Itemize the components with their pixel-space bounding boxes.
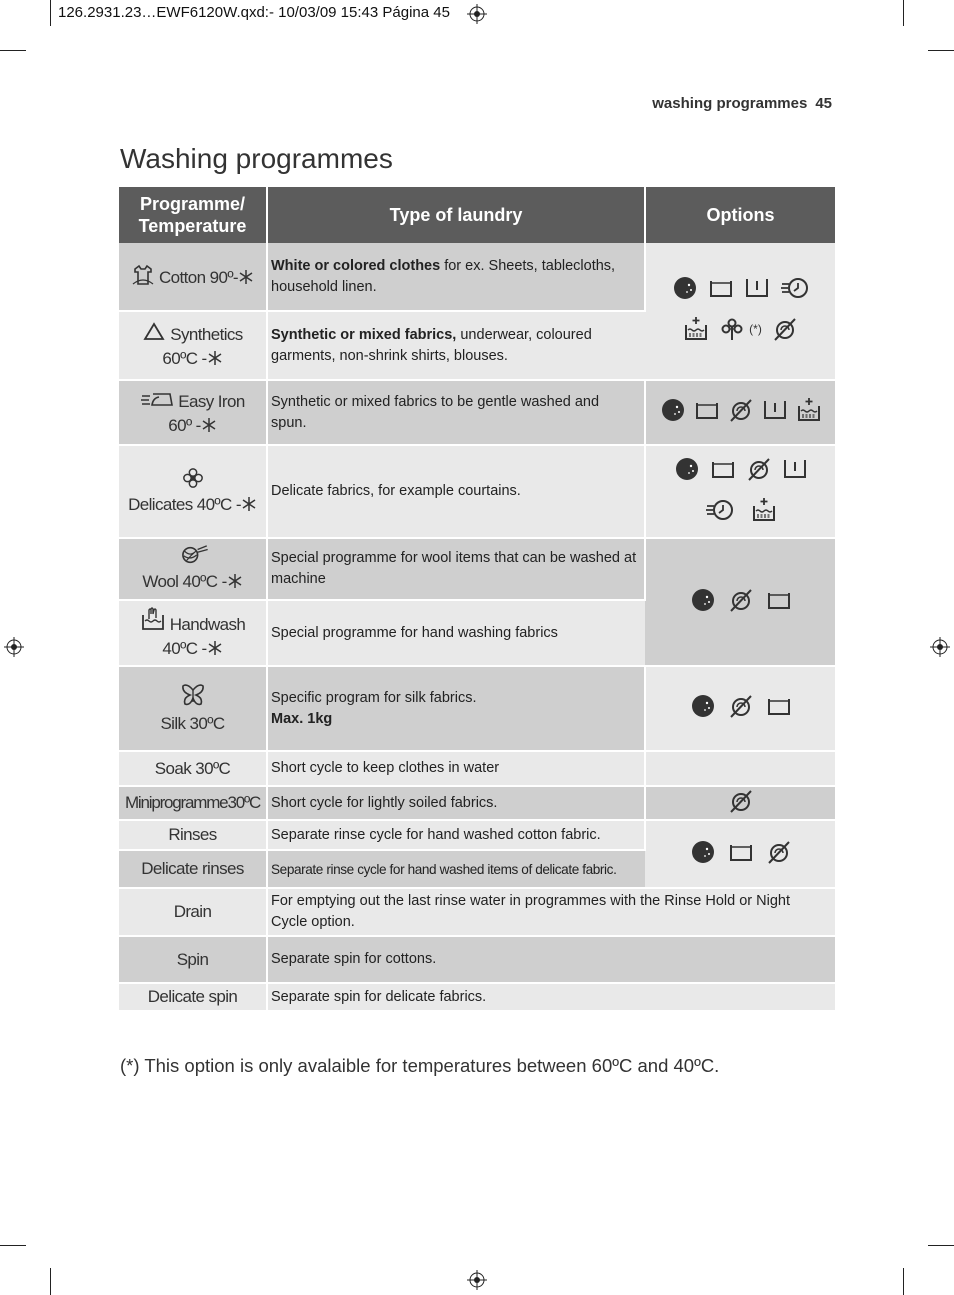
table-row — [119, 936, 835, 983]
options-silk — [645, 666, 835, 751]
prewash-icon — [796, 397, 822, 423]
programme-name: Silk 30ºC — [160, 713, 225, 733]
crop-mark — [928, 50, 954, 51]
registration-mark-icon — [930, 637, 950, 657]
rinse-hold-icon — [766, 693, 792, 719]
crop-mark — [928, 1245, 954, 1246]
table-row — [119, 380, 835, 445]
cold-icon — [207, 350, 223, 366]
desc-text: Specific program for silk fabrics. — [271, 689, 477, 706]
table-row — [119, 538, 835, 600]
crop-mark — [903, 1268, 904, 1295]
cold-icon — [201, 417, 217, 433]
option-icons — [690, 587, 792, 613]
night-cycle-icon — [690, 693, 716, 719]
laundry-synthetics — [267, 311, 645, 380]
laundry-cotton — [267, 243, 645, 311]
synthetics-icon — [142, 321, 166, 343]
header-options: Options — [645, 187, 835, 243]
option-icons — [690, 839, 792, 865]
registration-mark-icon — [4, 637, 24, 657]
options-delicates — [645, 445, 835, 538]
option-icons — [660, 397, 822, 423]
rinse-hold-icon — [766, 587, 792, 613]
laundry-silk — [267, 666, 645, 751]
option-icons — [683, 316, 798, 342]
programme-name: Handwash — [169, 614, 246, 634]
option-icons — [674, 456, 808, 482]
option-icons — [728, 788, 754, 814]
rinse-hold-icon — [710, 456, 736, 482]
programme-rinses: Rinses — [119, 820, 267, 850]
laundry-wool: Special programme for wool items that can be washed at machine — [267, 538, 645, 600]
programme-name: Synthetics — [170, 324, 243, 344]
header-programme: Programme/ Temperature — [119, 187, 267, 243]
laundry-delicate-rinses: Separate rinse cycle for hand washed items of delicate fabric. — [267, 850, 645, 888]
options-soak — [645, 751, 835, 786]
programme-cotton — [119, 243, 267, 311]
desc-bold: Synthetic or mixed fabrics, — [271, 326, 457, 343]
programme-handwash — [119, 600, 267, 666]
running-header — [652, 95, 832, 112]
crop-mark — [50, 0, 51, 26]
table-row — [119, 445, 835, 538]
programme-drain: Drain — [119, 888, 267, 936]
programme-easy-iron — [119, 380, 267, 445]
no-spin-icon — [766, 839, 792, 865]
laundry-handwash: Special programme for hand washing fabrics — [267, 600, 645, 666]
programme-name: Cotton 90º- — [159, 267, 238, 287]
programmes-table — [119, 187, 835, 1012]
no-spin-icon — [746, 456, 772, 482]
cold-icon — [238, 269, 254, 285]
page-number: 45 — [815, 95, 832, 112]
table-header-row — [119, 187, 835, 243]
cold-icon — [207, 640, 223, 656]
crop-mark — [50, 1268, 51, 1295]
programme-spin: Spin — [119, 936, 267, 983]
no-spin-icon — [728, 788, 754, 814]
crop-mark — [0, 50, 26, 51]
programme-temp: 60º - — [168, 415, 201, 435]
no-spin-icon — [772, 316, 798, 342]
no-spin-icon — [728, 587, 754, 613]
header-laundry: Type of laundry — [267, 187, 645, 243]
programme-mini: Miniprogramme30ºC — [119, 786, 267, 820]
table-row — [119, 666, 835, 751]
programme-name: Wool 40ºC - — [142, 572, 227, 591]
table-row — [119, 888, 835, 936]
table-row — [119, 820, 835, 850]
laundry-delicate-spin: Separate spin for delicate fabrics. — [267, 983, 835, 1011]
programme-soak: Soak 30ºC — [119, 751, 267, 786]
desc-text: underwear, coloured garments, non-shrink shirts, blouses. — [271, 326, 592, 364]
programme-name: Delicates 40ºC - — [128, 494, 241, 514]
no-spin-icon — [728, 397, 754, 423]
laundry-soak: Short cycle to keep clothes in water — [267, 751, 645, 786]
rinse-hold-icon — [728, 839, 754, 865]
extra-rinse-icon — [744, 275, 770, 301]
cotton-icon — [131, 264, 155, 286]
laundry-spin: Separate spin for cottons. — [267, 936, 835, 983]
programme-delicates — [119, 445, 267, 538]
options-easy-iron — [645, 380, 835, 445]
programme-wool — [119, 538, 267, 600]
registration-mark-icon — [467, 4, 487, 24]
rinse-hold-icon — [708, 275, 734, 301]
programme-delicate-rinses: Delicate rinses — [119, 850, 267, 888]
programme-delicate-spin: Delicate spin — [119, 983, 267, 1011]
programme-temp: 40ºC - — [162, 638, 207, 658]
asterisk-note: (*) — [749, 322, 762, 336]
option-icons — [672, 275, 810, 301]
desc-bold: White or colored clothes — [271, 257, 441, 274]
night-cycle-icon — [674, 456, 700, 482]
option-icons — [705, 497, 777, 523]
table-row — [119, 243, 835, 311]
desc-text: for ex. Sheets, tablecloths, household linen. — [271, 257, 616, 295]
running-header-section: washing programmes — [652, 95, 808, 112]
options-rinses — [645, 820, 835, 888]
delicates-icon — [182, 467, 204, 489]
crop-mark — [903, 0, 904, 26]
laundry-delicates: Delicate fabrics, for example courtains. — [267, 445, 645, 538]
programme-silk — [119, 666, 267, 751]
laundry-easy-iron: Synthetic or mixed fabrics to be gentle washed and spun. — [267, 380, 645, 445]
laundry-mini: Short cycle for lightly soiled fabrics. — [267, 786, 645, 820]
prewash-icon — [683, 316, 709, 342]
option-icons — [690, 693, 792, 719]
stain-icon — [719, 316, 745, 342]
programme-temp: 60ºC - — [162, 348, 207, 368]
extra-rinse-icon — [762, 397, 788, 423]
table-row — [119, 786, 835, 820]
night-cycle-icon — [660, 397, 686, 423]
page-title: Washing programmes — [120, 143, 393, 174]
prewash-icon — [751, 497, 777, 523]
easy-iron-icon — [140, 388, 174, 410]
night-cycle-icon — [690, 587, 716, 613]
options-cotton-synthetics — [645, 243, 835, 380]
programme-name: Easy Iron — [178, 391, 245, 411]
desc-bold: Max. 1kg — [271, 710, 333, 727]
no-spin-icon — [728, 693, 754, 719]
cold-icon — [241, 496, 257, 512]
options-mini — [645, 786, 835, 820]
laundry-drain: For emptying out the last rinse water in programmes with the Rinse Hold or Night Cycle option. — [267, 888, 835, 936]
cold-icon — [227, 573, 243, 589]
table-row — [119, 751, 835, 786]
crop-mark — [0, 1245, 26, 1246]
rinse-hold-icon — [694, 397, 720, 423]
programme-synthetics — [119, 311, 267, 380]
file-slug: 126.2931.23…EWF6120W.qxd:- 10/03/09 15:43 Página 45 — [58, 4, 450, 21]
table-row — [119, 983, 835, 1011]
footnote: (*) This option is only avalaible for temperatures between 60ºC and 40ºC. — [120, 1055, 720, 1076]
extra-rinse-icon — [782, 456, 808, 482]
laundry-rinses: Separate rinse cycle for hand washed cotton fabric. — [267, 820, 645, 850]
handwash-icon — [140, 606, 166, 632]
night-cycle-icon — [672, 275, 698, 301]
time-saving-icon — [780, 275, 810, 301]
options-wool-handwash — [645, 538, 835, 666]
time-saving-icon — [705, 497, 735, 523]
silk-icon — [180, 682, 206, 708]
wool-icon — [176, 544, 210, 566]
night-cycle-icon — [690, 839, 716, 865]
registration-mark-icon — [467, 1270, 487, 1290]
